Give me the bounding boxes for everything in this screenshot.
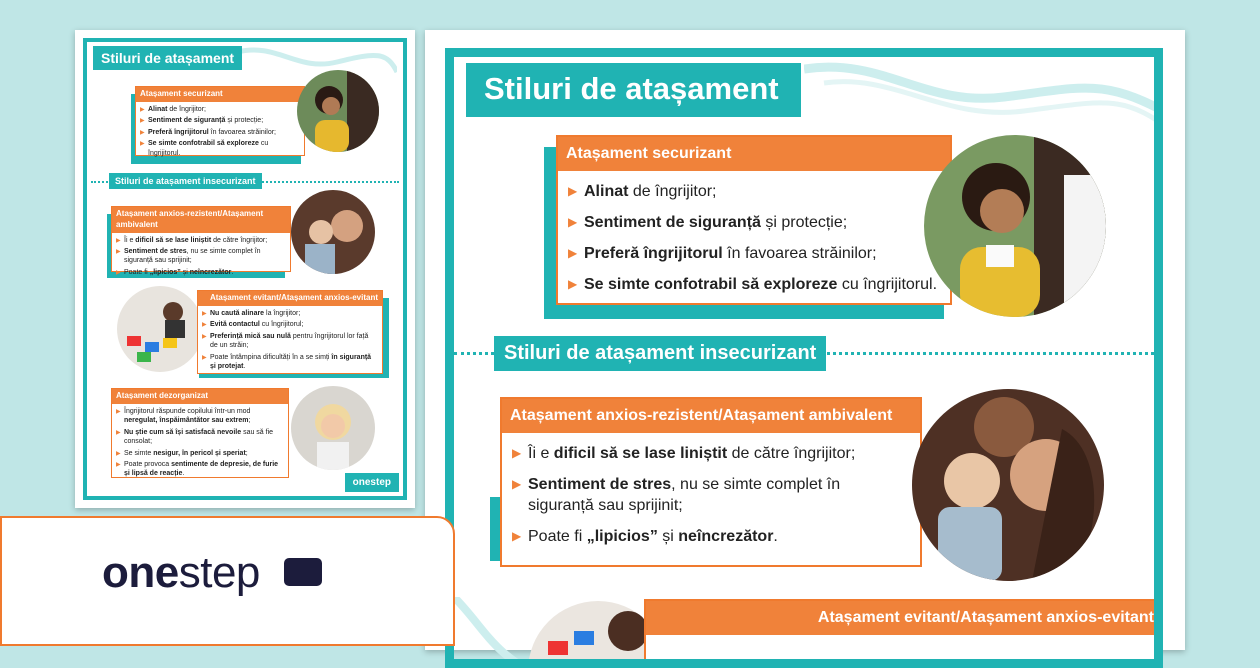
photo-disorganized-child (291, 386, 375, 470)
thumb-card-ambivalent (111, 206, 291, 276)
list-item: ▶ Alinat de îngrijitor; (568, 181, 940, 202)
list-item: ▶ Poate întâmpina dificultăți în a se simți în siguranță și protejat. (202, 353, 378, 372)
thumbnail-title: Stiluri de atașament (93, 46, 242, 70)
list-item: ▶ Sentiment de stres, nu se simte complet în siguranță sau sprijinit; (512, 474, 910, 516)
photo-secure-child (924, 135, 1106, 317)
thumb-card-avoidant (197, 290, 383, 374)
card-avoidant (644, 599, 1163, 668)
list-item: ▶ Sentiment de siguranță și protecție; (140, 116, 300, 125)
thumbnail-logo: onestep (345, 473, 399, 492)
card-header: Atașament securizant (558, 137, 950, 171)
list-item: ▶ Nu știe cum să își satisfacă nevoile sau să fie consolat; (116, 428, 284, 447)
list-item: ▶ Se simte confotrabil să exploreze cu îngrijitorul. (140, 139, 300, 158)
list-item: ▶ Preferă îngrijitorul în favoarea străinilor; (140, 128, 300, 137)
list-item: ▶ Preferă îngrijitorul în favoarea străinilor; (568, 243, 940, 264)
photo-ambivalent-child (912, 389, 1104, 581)
poster-large (425, 30, 1185, 650)
list-item: ▶ Se simte confotrabil să exploreze cu îngrijitorul. (568, 274, 940, 295)
card-ambivalent (500, 397, 922, 567)
photo-avoidant-child (117, 286, 203, 372)
photo-ambivalent-child (291, 190, 375, 274)
card-header: Atașament securizant (136, 87, 304, 102)
thumb-insecure-title: Stiluri de atașament insecurizant (109, 173, 262, 189)
list-item: ▶ Îi e dificil să se lase liniștit de către îngrijitor; (116, 236, 286, 245)
list-item: ▶ Se simte nesigur, în pericol și speriat; (116, 449, 284, 458)
list-item: ▶ Nu caută alinare la îngrijitor; (202, 309, 378, 318)
list-item: ▶ Poate fi „lipicios” și neîncrezător. (512, 526, 910, 547)
card-header: Atașament dezorganizat (112, 389, 288, 404)
card-header: Atașament anxios-rezistent/Atașament ambivalent (502, 399, 920, 433)
list-item: ▶ Poate provoca sentimente de depresie, de furie și lipsă de reacție. (116, 460, 284, 479)
list-item: ▶ Sentiment de siguranță și protecție; (568, 212, 940, 233)
photo-secure-child (297, 70, 379, 152)
decorative-wave (804, 57, 1163, 137)
list-item: ▶ Sentiment de stres, nu se simte complet în siguranță sau sprijinit; (116, 247, 286, 266)
thumbnail-frame (83, 38, 407, 500)
brand-panel (0, 516, 455, 646)
page-title: Stiluri de atașament (466, 63, 801, 117)
poster-thumbnail (75, 30, 415, 508)
list-item: ▶ Îi e dificil să se lase liniștit de către îngrijitor; (512, 443, 910, 464)
brand-logo: onestep (102, 548, 260, 597)
card-header: Atașament anxios-rezistent/Atașament ambivalent (112, 207, 290, 233)
thumb-card-secure (135, 86, 305, 156)
poster-frame (445, 48, 1163, 668)
insecure-section-title: Stiluri de atașament insecurizant (494, 336, 826, 371)
list-item: ▶ Evită contactul cu îngrijitorul; (202, 320, 378, 329)
card-header: Atașament evitant/Atașament anxios-evitant (646, 601, 1162, 635)
card-secure (556, 135, 952, 305)
list-item: ▶ Preferință mică sau nulă pentru îngrijitorul lor față de un străin; (202, 332, 378, 351)
brand-logo-box-icon (284, 558, 322, 586)
list-item: ▶ Alinat de îngrijitor; (140, 105, 300, 114)
thumb-card-disorganized (111, 388, 289, 478)
list-item: ▶ Îngrijitorul răspunde copilului într-un mod neregulat, înspăimântător sau extrem; (116, 407, 284, 426)
list-item: ▶ Poate fi „lipicios” și neîncrezător. (116, 268, 286, 277)
card-header: Atașament evitant/Atașament anxios-evitant (198, 291, 382, 306)
